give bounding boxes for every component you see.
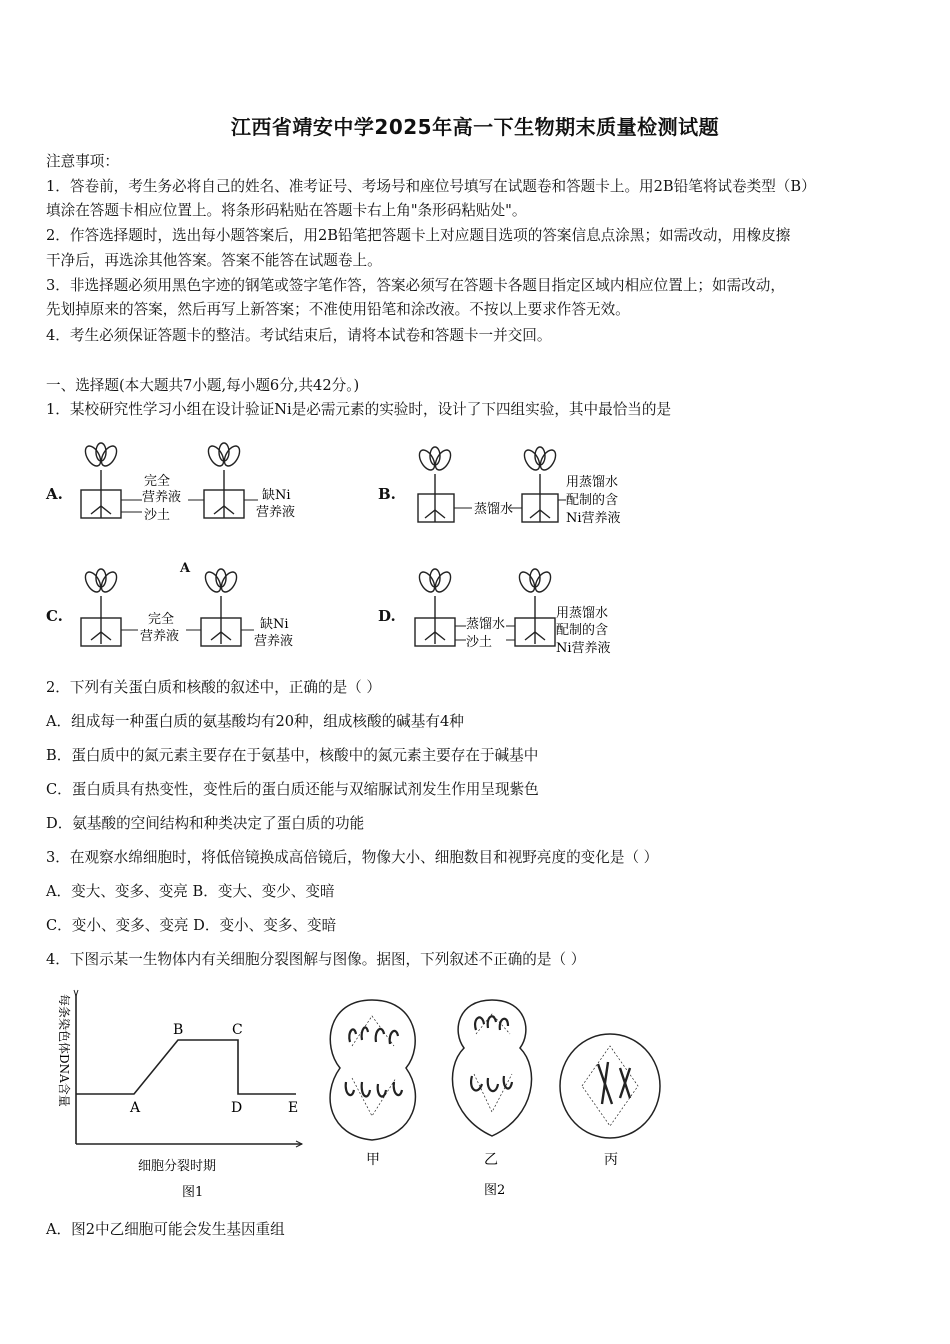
figure-1-caption: 图1 [182,1185,204,1200]
figure-2-caption: 图2 [484,1183,506,1198]
question-2-stem: 2．下列有关蛋白质和核酸的叙述中，正确的是（ ） [46,679,381,696]
notice-heading: 注意事项： [46,153,119,170]
label-yingyangye: 营养液 [140,629,180,644]
cell-yi-label: 乙 [484,1152,498,1168]
question-1-stem: 1．某校研究性学习小组在设计验证Ni是必需元素的实验时，设计了下四组实验，其中最恰当的是 [46,401,672,418]
label-yongzhengliushui: 用蒸馏水 [556,606,609,621]
label-zhengliushui: 蒸馏水 [474,502,514,517]
page-title: 江西省靖安中学2025年高一下生物期末质量检测试题 [230,115,720,139]
q2-option-b: B．蛋白质中的氮元素主要存在于氨基中，核酸中的氮元素主要存在于碱基中 [46,747,539,764]
notice-line-7: 4．考生必须保证答题卡的整洁。考试结束后，请将本试卷和答题卡一并交回。 [46,327,552,344]
cell-jia-label: 甲 [366,1152,380,1168]
notice-line-5: 3．非选择题必须用黑色字迹的钢笔或签字笔作答，答案必须写在答题卡各题目指定区域内相应位置上；如需改动， [46,277,785,294]
plant-icon [205,443,242,518]
label-queNi: 缺Ni [262,488,291,503]
graph-xlabel: 细胞分裂时期 [138,1159,217,1174]
plant-icon [516,569,553,644]
notice-line-4: 干净后，再选涂其他答案。答案不能答在试题卷上。 [46,252,382,269]
q2-option-d: D．氨基酸的空间结构和种类决定了蛋白质的功能 [46,815,365,832]
plant-icon [416,569,453,644]
cell-yi [452,1000,531,1136]
q1-option-a-label: A. [46,485,63,503]
notice-line-1: 1．答卷前，考生务必将自己的姓名、准考证号、考场号和座位号填写在试题卷和答题卡上。用2B铅笔将试卷类型（B） [46,178,816,195]
q2-option-c: C．蛋白质具有热变性，变性后的蛋白质还能与双缩脲试剂发生作用呈现紫色 [46,781,539,798]
plant-icon [416,447,453,522]
label-peizhi: 配制的含 [566,493,619,508]
question-3-stem: 3．在观察水绵细胞时，将低倍镜换成高倍镜后，物像大小、细胞数目和视野亮度的变化是（ ） [46,849,659,866]
q2-option-a: A．组成每一种蛋白质的氨基酸均有20种，组成核酸的碱基有4种 [46,713,464,730]
plant-icon [521,447,558,522]
plant-icon [202,569,239,644]
q1-figure-a [76,442,316,528]
plant-icon [82,569,119,644]
question-4-stem: 4．下图示某一生物体内有关细胞分裂图解与图像。据图，下列叙述不正确的是（ ） [46,951,586,968]
q3-options-cd: C．变小、变多、变亮 D．变小、变多、变暗 [46,917,337,934]
point-e: E [288,1100,299,1116]
point-d: D [231,1100,243,1116]
notice-line-6: 先划掉原来的答案，然后再写上新答案；不准使用铅笔和涂改液。不按以上要求作答无效。 [46,301,630,318]
q1-figure-d [410,568,650,658]
notice-line-2: 填涂在答题卡相应位置上。将条形码粘贴在答题卡右上角"条形码粘贴处"。 [46,202,527,219]
graph-ylabel: 每条染色体DNA含量 [57,994,71,1107]
point-b: B [173,1022,184,1038]
notice-line-3: 2．作答选择题时，选出每小题答案后，用2B铅笔把答题卡上对应题目选项的答案信息点涂黑；如需改动，用橡皮擦 [46,227,791,244]
beaker [418,494,454,522]
label-peizhi: 配制的含 [556,623,609,638]
point-a: A [130,1100,141,1116]
q4-figure-2-cells [312,986,672,1202]
q1-option-d-label: D. [378,607,396,625]
label-yingyangye-2: 营养液 [254,634,294,649]
q1-figure-b [410,446,650,532]
label-queNi: 缺Ni [260,617,289,632]
cell-jia [330,1000,415,1140]
label-Ni-yingyangye: Ni营养液 [566,511,621,526]
label-wanquan: 完全 [144,474,171,489]
cell-bing [560,1034,660,1138]
label-zhengliushui: 蒸馏水 [466,617,506,632]
point-c: C [232,1022,243,1038]
q1-option-b-label: B. [378,485,396,503]
label-yongzhengliushui: 用蒸馏水 [566,475,619,490]
plant-icon [82,443,119,518]
label-wanquan: 完全 [148,612,175,627]
label-shatu: 沙土 [144,508,171,523]
label-shatu: 沙土 [466,635,493,650]
section-heading: 一、选择题(本大题共7小题,每小题6分,共42分。) [46,377,360,394]
label-Ni-yingyangye: Ni营养液 [556,641,611,656]
stray-figure-label: A [180,561,191,576]
q4-figure-1-graph [44,988,314,1200]
q4-option-a: A．图2中乙细胞可能会发生基因重组 [46,1221,285,1238]
q1-figure-c [76,568,316,654]
label-yingyangye: 营养液 [142,490,182,505]
label-yingyangye-2: 营养液 [256,505,296,520]
q1-option-c-label: C. [46,607,63,625]
cell-bing-label: 丙 [604,1152,618,1168]
q3-options-ab: A．变大、变多、变亮 B．变大、变少、变暗 [46,883,335,900]
dna-content-line [76,1040,296,1094]
